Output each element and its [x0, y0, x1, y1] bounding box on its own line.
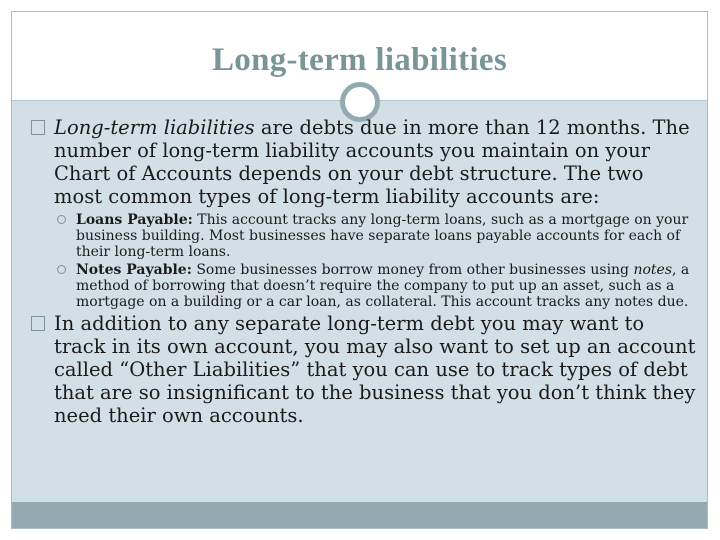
sub-bullet-text: This account tracks any long-term loans, such as a mortgage on your business building. Most businesses have separate loans payable accounts for each of their long-term loans. [76, 212, 689, 260]
sub-bullet-item [31, 212, 696, 260]
bullet-text: In addition to any separate long-term debt you may want to track in its own account, you may also want to set up an account called “Other Liabilities” that you can use to track types of debt that are so insignificant to the business that you don’t think they need their own accounts. [54, 312, 696, 427]
sub-bullet-item [31, 262, 696, 310]
square-bullet-icon [31, 120, 45, 135]
circle-bullet-icon [57, 265, 66, 274]
sub-bullet-term: Loans Payable: [76, 212, 193, 228]
bullet-term: Long-term liabilities [54, 116, 255, 139]
footer-bar [12, 502, 707, 528]
bullet-list [31, 116, 696, 427]
sub-bullet-italic: notes [633, 262, 673, 278]
sub-bullet-text: , a method of borrowing that doesn’t require the company to put up an asset, such as a mortgage on a building or a car loan, as collateral. This account tracks any notes due. [76, 262, 690, 310]
circle-bullet-icon [57, 215, 66, 224]
bullet-item [31, 312, 696, 427]
square-bullet-icon [31, 316, 45, 331]
bullet-text: are debts due in more than 12 months. The number of long-term liability accounts you maintain on your Chart of Accounts depends on your debt structure. The two most common types of long-term liability accounts are: [54, 116, 690, 208]
sub-bullet-term: Notes Payable: [76, 262, 192, 278]
slide-title: Long-term liabilities [211, 42, 508, 78]
bullet-item [31, 116, 696, 208]
sub-bullet-text: Some businesses borrow money from other businesses using [191, 262, 634, 278]
